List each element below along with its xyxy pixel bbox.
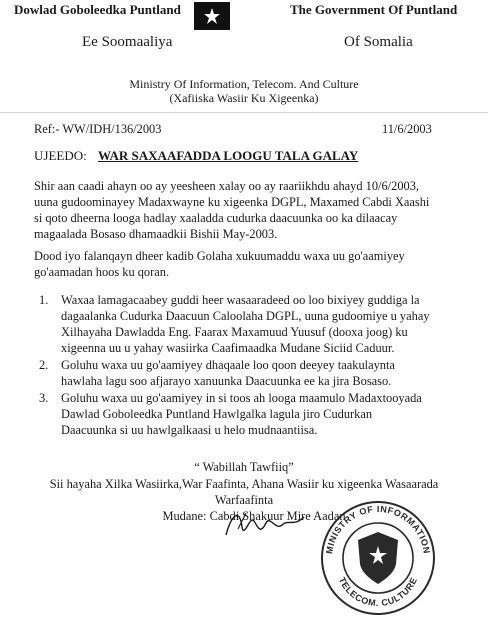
header-divider	[0, 112, 488, 113]
paragraph-line: magaalada Bosaso dhamaadkii Bishii May-2003.	[34, 227, 278, 241]
handwritten-signature	[220, 505, 310, 545]
list-item	[34, 357, 479, 389]
paragraph-line: Dood iyo falanqayn dheer kadib Golaha xukuumaddu waxa uu go'aamiyey	[34, 249, 405, 263]
subject-line	[34, 148, 358, 164]
paragraph-line: si qoto dheerna looga hadlay xaaladda cudurka daacuunka oo ka dilaacay	[34, 211, 398, 225]
list-item	[34, 390, 479, 438]
paragraph-2	[34, 248, 474, 280]
stamp-bottom-text: TELECOM. CULTURE	[336, 575, 420, 609]
list-item-line: Daacuunka si uu hawlgalkaasi u helo mudnaantiisa.	[61, 423, 318, 437]
list-item-line: Dawlad Goboleedka Puntland Hawlgalka lagula jiro Cudurkan	[61, 407, 373, 421]
subject-label: UJEEDO:	[34, 148, 87, 163]
stamp-emblem-icon	[358, 532, 398, 584]
signatory-title-line-2: Warfaafinta	[214, 493, 274, 507]
stamp-top-text: MINISTRY OF INFORMATION	[324, 503, 432, 555]
letterhead-right-subtitle: Of Somalia	[344, 34, 413, 50]
subject-text: WAR SAXAAFADDA LOOGU TALA GALAY	[97, 148, 359, 163]
paragraph-line: go'aamadan hoos ku qoran.	[34, 265, 170, 279]
ministry-office: (Xafiiska Wasiir Ku Xigeenka)	[169, 91, 319, 105]
letterhead-left-title: Dowlad Goboleedka Puntland	[14, 2, 181, 17]
list-item-number: 2.	[39, 358, 49, 372]
reference-number: Ref:- WW/IDH/136/2003	[34, 122, 162, 136]
list-item-line: hawlaha lagu soo afjarayo xanuunka Daacuunka ee ka jira Bosaso.	[61, 374, 392, 388]
paragraph-line: Shir aan caadi ahayn oo ay yeesheen xalay oo ay raariikhdu ahayd 10/6/2003,	[34, 179, 420, 193]
list-item-number: 1.	[39, 293, 49, 307]
letterhead-right-title: The Government Of Puntland	[290, 2, 458, 17]
paragraph-1	[34, 178, 474, 242]
list-item-line: dagaalanka Cudurka Daacuun Caloolaha DGPL, uuna gudoomiye u yahay	[61, 309, 430, 323]
list-item-line: Goluhu waxa uu go'aamiyey dhaqaale loo qoon deeyey taakulaynta	[61, 358, 395, 372]
letterhead-left-subtitle: Ee Soomaaliya	[82, 34, 173, 50]
list-item-number: 3.	[39, 391, 49, 405]
list-item-line: Goluhu waxa uu go'aamiyey in si toos ah looga maamulo Madaxtooyada	[61, 391, 422, 405]
list-item-line: xigeenna uu u yahay wasiirka Caafimaadka Mudane Siciid Caduur.	[61, 341, 395, 355]
puntland-emblem-icon	[194, 2, 230, 30]
list-item-line: Xilhayaha Dawladda Eng. Faarax Maxamuud Yuusuf (dooxa joog) ku	[61, 325, 408, 339]
signatory-title-line-1: Sii hayaha Xilka Wasiirka,War Faafinta, Ahana Wasiir ku xigeenka Wasaarada	[49, 477, 439, 491]
list-item-line: Waxaa lamagacaabey guddi heer wasaaradeed oo loo bixiyey guddiga la	[61, 293, 420, 307]
official-stamp	[318, 498, 438, 618]
ministry-name: Ministry Of Information, Telecom. And Culture	[129, 77, 359, 91]
closing-salutation: “ Wabillah Tawfiiq”	[194, 460, 294, 474]
letter-date: 11/6/2003	[382, 122, 432, 136]
list-item	[34, 292, 479, 356]
decision-list	[34, 292, 479, 439]
paragraph-line: uuna gudoominayey Madaxwayne ku xigeenka DGPL, Maxamed Cabdi Xaashi	[34, 195, 430, 209]
signatory-name: Mudane: Cabdi Shakuur Mire Aadan	[162, 509, 346, 523]
